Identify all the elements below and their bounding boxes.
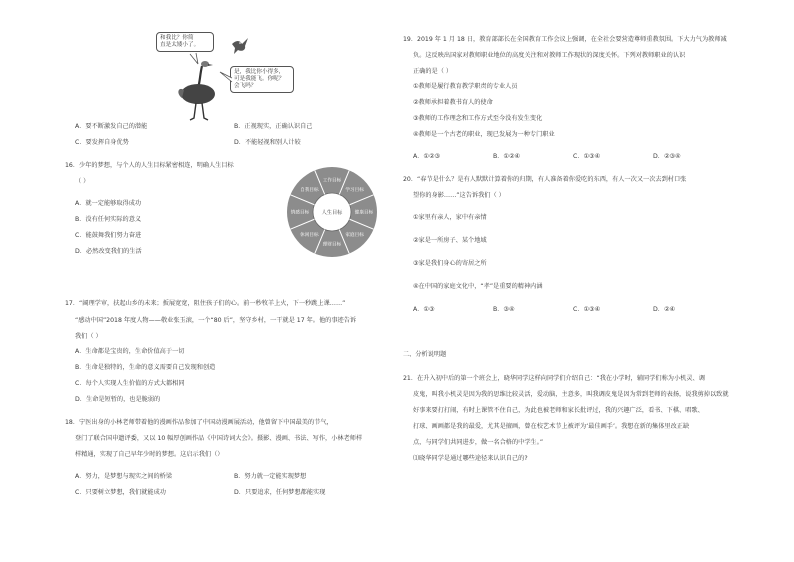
q20-option-c: C．①③④	[573, 306, 601, 313]
wheel-segment-label: 家庭目标	[345, 233, 364, 239]
section-heading: 二、分析说明题	[403, 351, 447, 358]
wheel-segment-label: 休闲目标	[300, 233, 319, 239]
bird-speech-bubble	[230, 66, 294, 93]
right-column	[397, 0, 794, 562]
q20-option-b: B．③④	[493, 306, 515, 313]
q17-option-b: B．生命是独特的，生命的意义需要自己发现和创造	[75, 364, 216, 371]
q17-option-a: A．生命都是宝贵的，生命价值高于一切	[75, 348, 185, 355]
q18-option-b: B．努力就一定能实现梦想	[234, 473, 307, 480]
q19-item: ④教师是一个古老的职业，现已发展为一种专门职业	[413, 131, 555, 138]
q20-option-d: D．②④	[653, 306, 676, 313]
q19-option-c: C．①③④	[573, 153, 601, 160]
q20-line: 望你的身影……”这告诉我们（ ）	[413, 192, 505, 199]
q19-item: ③教师的工作理念和工作方式至今没有发生变化	[413, 115, 543, 122]
q19-option-d: D．②③④	[653, 153, 681, 160]
wheel-segment-label: 健康目标	[354, 210, 374, 216]
q16-paren: （ ）	[75, 178, 90, 185]
q19-line: 负。这反映出国家对教师职业地位的高度关注和对教师工作现状的深度关怀。下列对教师职业的认识	[413, 52, 686, 59]
q17-option-d: D．生命是短暂的，也是脆弱的	[75, 396, 161, 403]
q21-line: 皮鬼，叫我小机灵是因为我的思维比较灵活，爱动脑，主意多，叫我调皮鬼是因为常到老师的表扬，说我剪掉以致就	[413, 391, 729, 398]
q19-item: ①教师是履行教育教学职责的专业人员	[413, 83, 518, 90]
bubble1-line: 和我比？你简	[160, 35, 194, 41]
ostrich-speech-bubble	[156, 32, 214, 52]
wheel-segment-label: 理财目标	[322, 242, 342, 248]
q20-option-a: A．①③	[413, 306, 435, 313]
q17-line: “感动中国”2018 年度人物——敬业张玉滚，一个“80 后”，坚守乡村，一干就是 17 年。他的事迹告诉	[75, 317, 357, 324]
q16-option-b: B．没有任何实际的意义	[75, 216, 142, 223]
q18-option-a: A．努力，是梦想与现实之间的桥梁	[75, 473, 173, 480]
q15-option-d: D．不能轻视和别人计较	[234, 139, 301, 146]
q20-line: 20．“春节是什么？是有人默默计算着你的归期，有人准备着你爱吃的东西，有人一次又一次去到村口张	[403, 176, 687, 183]
q16-option-a: A．就一定能够取得成功	[75, 200, 142, 207]
q19-option-a: A．①②③	[413, 153, 441, 160]
wheel-segment-label: 自我目标	[300, 187, 319, 193]
q16-option-c: C．能鼓舞我们努力奋进	[75, 232, 142, 239]
q18-line: 样精通，实现了自己早年少时的梦想。这启示我们（）	[75, 451, 224, 458]
bubble1-line: 直是太矮小了。	[160, 42, 200, 48]
q21-line: 好事来要打打闹，有时上课管不住自己，为此也被老师和家长批评过，我的兴趣广泛，看书、下棋、唱歌、	[413, 407, 704, 414]
q21-line: 21．在升入初中后的第一个班会上，晓华同学这样向同学们介绍自己：“我在小学时，辅同学们称为小机灵、调	[403, 375, 705, 382]
q19-line: 19．2019 年 1 月 18 日，教育部部长在全国教育工作会议上强调，在全社会要营造尊师重教氛围。下大力气为教师减	[403, 36, 727, 43]
q17-option-c: C．每个人实现人生价值的方式大都相同	[75, 380, 185, 387]
q20-item: ③家是我们身心的寄居之所	[413, 260, 487, 267]
q18-option-c: C．只要树立梦想，我们就能成功	[75, 489, 166, 496]
q17-line: 我们（ ）	[75, 333, 102, 340]
wheel-segment-label: 情感目标	[290, 210, 310, 216]
wheel-segment-label: 工作目标	[322, 178, 342, 184]
q19-item: ②教师承担着教书育人的使命	[413, 99, 493, 106]
bubble2-line: 会飞吗？	[234, 83, 257, 89]
q21-subquestion-1: ⑴晓华同学是通过哪些途径来认识自己的?	[413, 455, 528, 462]
q18-line: 18．宁医出身的小林老师带着他的漫画作品参加了中国动漫画展活动，他曾留下中国最美的节气，	[65, 419, 333, 426]
q20-item: ④在中国的家庭文化中，“孝”是重要的精神内涵	[413, 283, 543, 290]
wheel-segment-label: 学习目标	[345, 187, 364, 193]
q21-line: 点，与同学们共同进步，做一名合格的中学生。”	[413, 439, 544, 446]
life-goals-center-label: 人生目标	[321, 210, 343, 216]
life-goals-wheel	[286, 166, 378, 258]
q20-item: ①家里有亲人，家中有亲情	[413, 214, 487, 221]
q15-option-a: A．要不断激发自己的潜能	[75, 123, 148, 130]
q15-option-c: C．要发挥自身优势	[75, 139, 129, 146]
q18-option-d: D．只要追求，任何梦想都能实现	[234, 489, 326, 496]
q19-option-b: B．①②④	[493, 153, 521, 160]
q16-stem: 16．少年的梦想，与个人的人生目标紧密相连，明确人生目标	[65, 162, 234, 169]
bubble2-line: 是，我比你小得多，	[234, 69, 285, 75]
bubble2-line: 可是我能飞。你呢？	[234, 76, 285, 82]
q20-item: ②家是一所房子、某个地域	[413, 237, 487, 244]
q15-option-b: B．正视现实，正确认识自己	[234, 123, 313, 130]
q19-line: 正确的是（ ）	[413, 68, 453, 75]
q16-option-d: D．必然改变我们的生活	[75, 248, 142, 255]
q17-line: 17．“阔理学审，扶起山乡的未来；扳展宽宽，阻住孩子们的心。前一秒牧羊上火，下一秒跳上课……”	[65, 300, 346, 307]
q21-line: 打球、画画都是我的最爱，尤其是擅画，曾在校艺术节上被评为‘最佳画手’。我想在新的集体里改正缺	[413, 423, 690, 430]
ostrich-bird-cartoon	[150, 22, 290, 124]
q18-line: 登门了联合国申遗评委，又以 10 幅厚创画作品《中国诗词大会》。摄影、漫画、书法、写作，小林老师样	[75, 435, 363, 442]
